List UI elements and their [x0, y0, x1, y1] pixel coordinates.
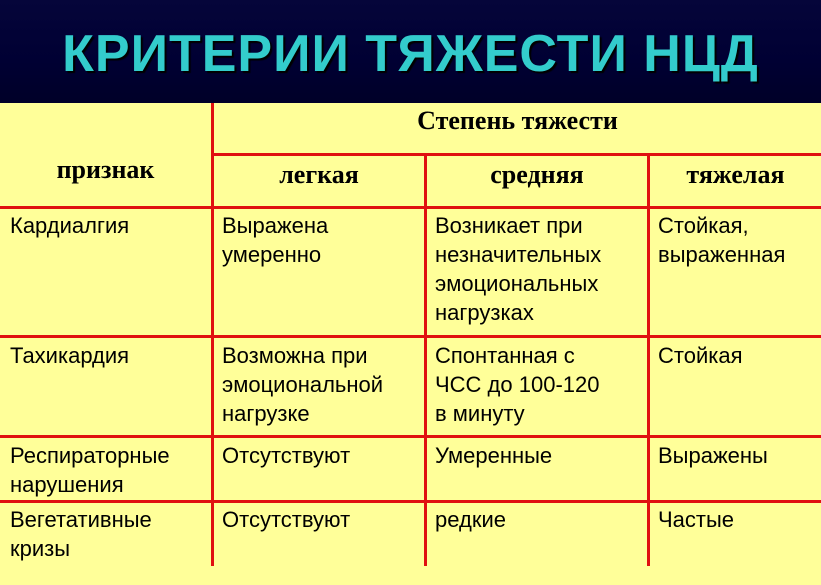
row1-moderate: Возникает при незначительных эмоциональных нагрузках: [435, 213, 602, 325]
row3-mild: Отсутствуют: [222, 443, 351, 468]
grid-hline-row1: [0, 335, 821, 338]
grid-hline-row2: [0, 435, 821, 438]
row4-moderate: редкие: [435, 507, 506, 532]
row1-mild: Выражена умеренно: [222, 213, 329, 267]
header-sign: признак: [56, 155, 155, 184]
row4-severe: Частые: [658, 507, 735, 532]
row4-mild: Отсутствуют: [222, 507, 351, 532]
row2-mild: Возможна при эмоциональной нагрузке: [222, 343, 384, 426]
title-bar: [0, 0, 821, 103]
row2-severe: Стойкая: [658, 343, 743, 368]
row1-sign: Кардиалгия: [10, 213, 130, 238]
grid-hline-header-mid: [211, 153, 821, 156]
header-severity: Степень тяжести: [417, 106, 618, 135]
row3-sign: Респираторные нарушения: [10, 443, 170, 497]
grid-hline-row3: [0, 500, 821, 503]
header-level-severe: тяжелая: [686, 160, 785, 189]
row3-severe: Выражены: [658, 443, 768, 468]
grid-vline-2: [424, 153, 427, 566]
grid-hline-header-bottom: [0, 206, 821, 209]
header-level-mild: легкая: [279, 160, 359, 189]
severity-table: [0, 103, 821, 585]
header-level-moderate: средняя: [490, 160, 584, 189]
page-title: КРИТЕРИИ ТЯЖЕСТИ НЦД: [62, 24, 759, 83]
row1-severe: Стойкая, выраженная: [658, 213, 786, 267]
grid-vline-3: [647, 153, 650, 566]
row2-moderate: Спонтанная с ЧСС до 100-120 в минуту: [435, 343, 600, 426]
row4-sign: Вегетативные кризы: [10, 507, 152, 561]
row3-moderate: Умеренные: [435, 443, 553, 468]
row2-sign: Тахикардия: [10, 343, 130, 368]
